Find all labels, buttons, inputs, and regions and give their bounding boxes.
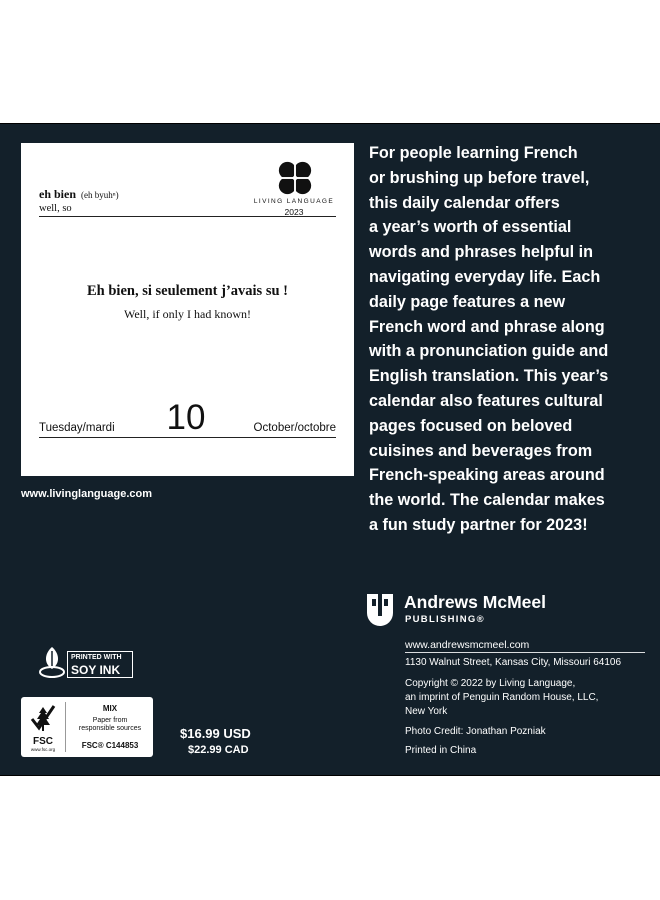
description-line: or brushing up before travel, [369, 168, 590, 187]
living-language-logo-icon [276, 159, 314, 197]
publisher-name: Andrews McMeel [404, 592, 546, 612]
word-translation: well, so [39, 203, 72, 214]
fsc-code: FSC® C144853 [81, 741, 139, 750]
publisher-divider [405, 652, 645, 653]
description-line: French word and phrase along [369, 317, 605, 336]
copyright-line: Copyright © 2022 by Living Language, [405, 678, 576, 689]
soybean-icon [37, 645, 67, 679]
price-cad: $22.99 CAD [188, 744, 249, 756]
fsc-url: www.fsc.org [30, 747, 56, 752]
description-line: For people learning French [369, 144, 578, 162]
fsc-paper-line: responsible sources [78, 725, 142, 732]
french-phrase: Eh bien, si seulement j’avais su ! [86, 283, 288, 299]
copyright-line: New York [405, 706, 448, 717]
website-url: www.livinglanguage.com [21, 488, 153, 500]
description-line: a year’s worth of essential [369, 218, 572, 237]
fsc-certification-badge [21, 697, 153, 757]
description-line: English translation. This year’s [369, 367, 609, 386]
sample-calendar-page [21, 143, 354, 476]
soy-ink-main-text: SOY INK [71, 663, 121, 677]
fsc-paper-line: Paper from [92, 717, 128, 724]
day-of-week: Tuesday/mardi [39, 422, 115, 434]
publisher-url: www.andrewsmcmeel.com [405, 639, 530, 651]
description-line: with a pronunciation guide and [369, 342, 609, 361]
publisher-address: 1130 Walnut Street, Kansas City, Missouri 64106 [405, 657, 622, 668]
description-line: calendar also features cultural [369, 391, 603, 410]
soy-ink-badge [37, 645, 137, 679]
description-line: this daily calendar offers [369, 193, 560, 212]
description-line: pages focused on beloved [369, 416, 573, 435]
date-number: 10 [166, 398, 206, 437]
andrews-mcmeel-logo-icon [366, 593, 394, 629]
copyright-line: an imprint of Penguin Random House, LLC, [405, 692, 599, 703]
copyright-notice [405, 677, 598, 719]
word-pronunciation: (eh byuhⁿ) [81, 190, 119, 200]
description-line: cuisines and beverages from [369, 441, 593, 460]
product-description [369, 141, 659, 538]
card-divider-bottom [39, 437, 336, 438]
fsc-paper-text [71, 717, 149, 733]
price-usd: $16.99 USD [180, 726, 251, 741]
description-line: the world. The calendar makes [369, 491, 605, 510]
description-line: words and phrases helpful in [369, 243, 593, 262]
fsc-divider [65, 702, 66, 752]
description-line: French-speaking areas around [369, 466, 605, 485]
fsc-label: FSC [33, 736, 53, 747]
fsc-mix: MIX [102, 704, 118, 713]
brand-name: LIVING LANGUAGE [253, 198, 335, 205]
calendar-year: 2023 [284, 207, 304, 217]
description-line: daily page features a new [369, 292, 566, 311]
photo-credit: Photo Credit: Jonathan Pozniak [405, 726, 546, 737]
description-line: navigating everyday life. Each [369, 267, 601, 286]
month-name: October/octobre [253, 422, 336, 434]
printed-in: Printed in China [405, 745, 477, 756]
publisher-subtitle: PUBLISHING® [405, 614, 485, 625]
french-word: eh bien (eh byuhⁿ) [39, 187, 119, 201]
description-line: a fun study partner for 2023! [369, 515, 588, 534]
fsc-tree-checkmark-icon [26, 701, 60, 735]
phrase-translation: Well, if only I had known! [123, 307, 251, 321]
soy-ink-label-box [67, 651, 133, 678]
soy-ink-top-text: PRINTED WITH [71, 654, 122, 661]
